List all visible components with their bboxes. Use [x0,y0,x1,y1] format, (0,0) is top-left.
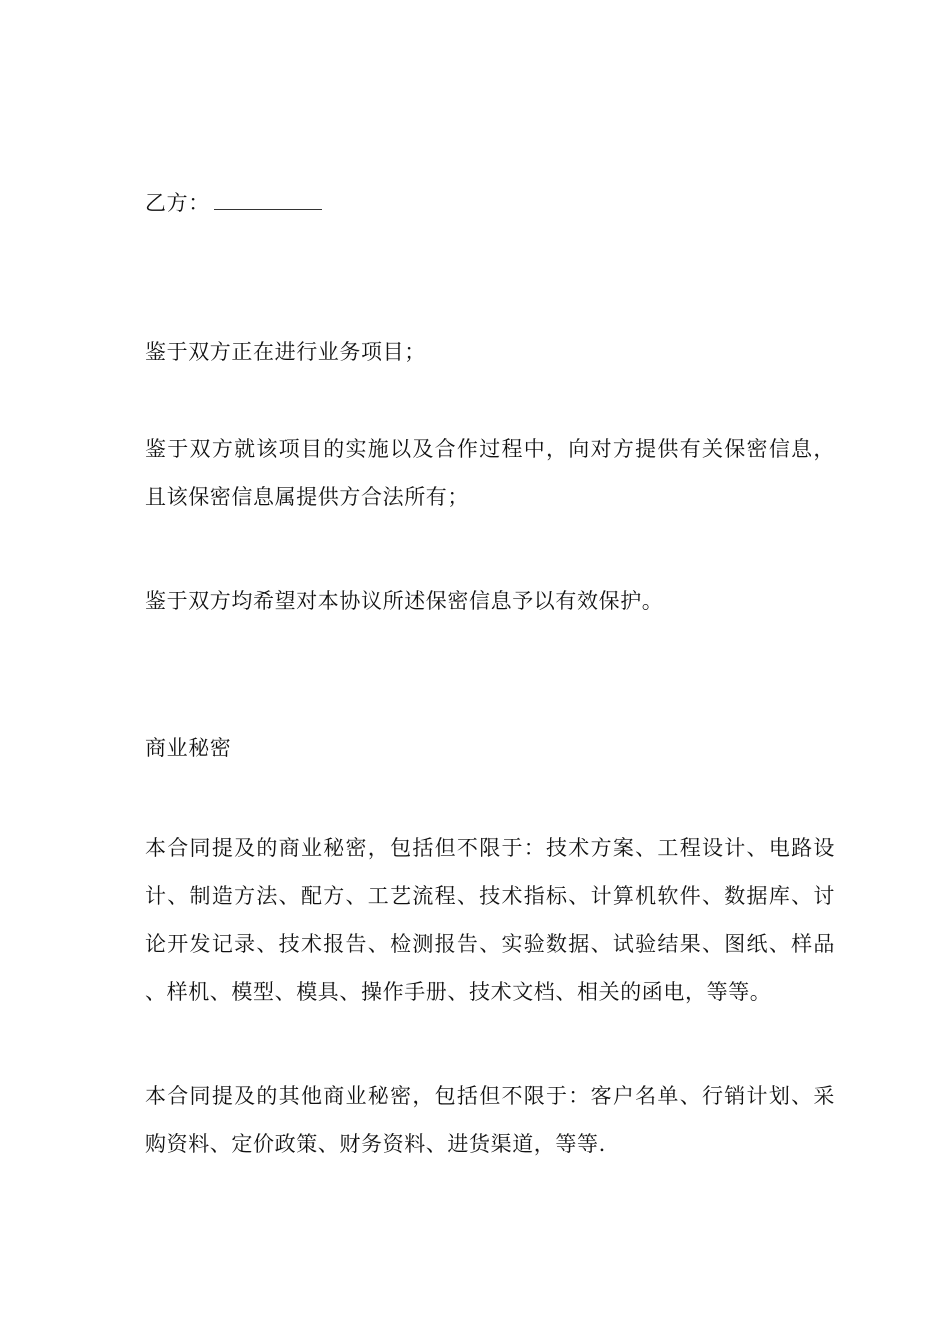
party-b-line [145,189,835,217]
party-b-blank-field[interactable] [214,191,322,210]
party-b-label: 乙方： [145,191,210,215]
recital-3: 鉴于双方均希望对本协议所述保密信息予以有效保护。 [145,589,664,613]
section-heading: 商业秘密 [145,736,232,760]
other-secret-paragraph: 本合同提及的其他商业秘密，包括但不限于：客户名单、行销计划、采购资料、定价政策、财务资料、进货渠道，等等. [145,1084,835,1156]
recital-2: 鉴于双方就该项目的实施以及合作过程中，向对方提供有关保密信息，且该保密信息属提供方合法所有； [145,437,835,509]
trade-secret-paragraph: 本合同提及的商业秘密，包括但不限于：技术方案、工程设计、电路设计、制造方法、配方、工艺流程、技术指标、计算机软件、数据库、讨论开发记录、技术报告、检测报告、实验数据、试验结果、图纸、样品、样机、模型、模具、操作手册、技术文档、相关的函电，等等。 [145,836,835,1004]
recital-1: 鉴于双方正在进行业务项目； [145,340,426,364]
